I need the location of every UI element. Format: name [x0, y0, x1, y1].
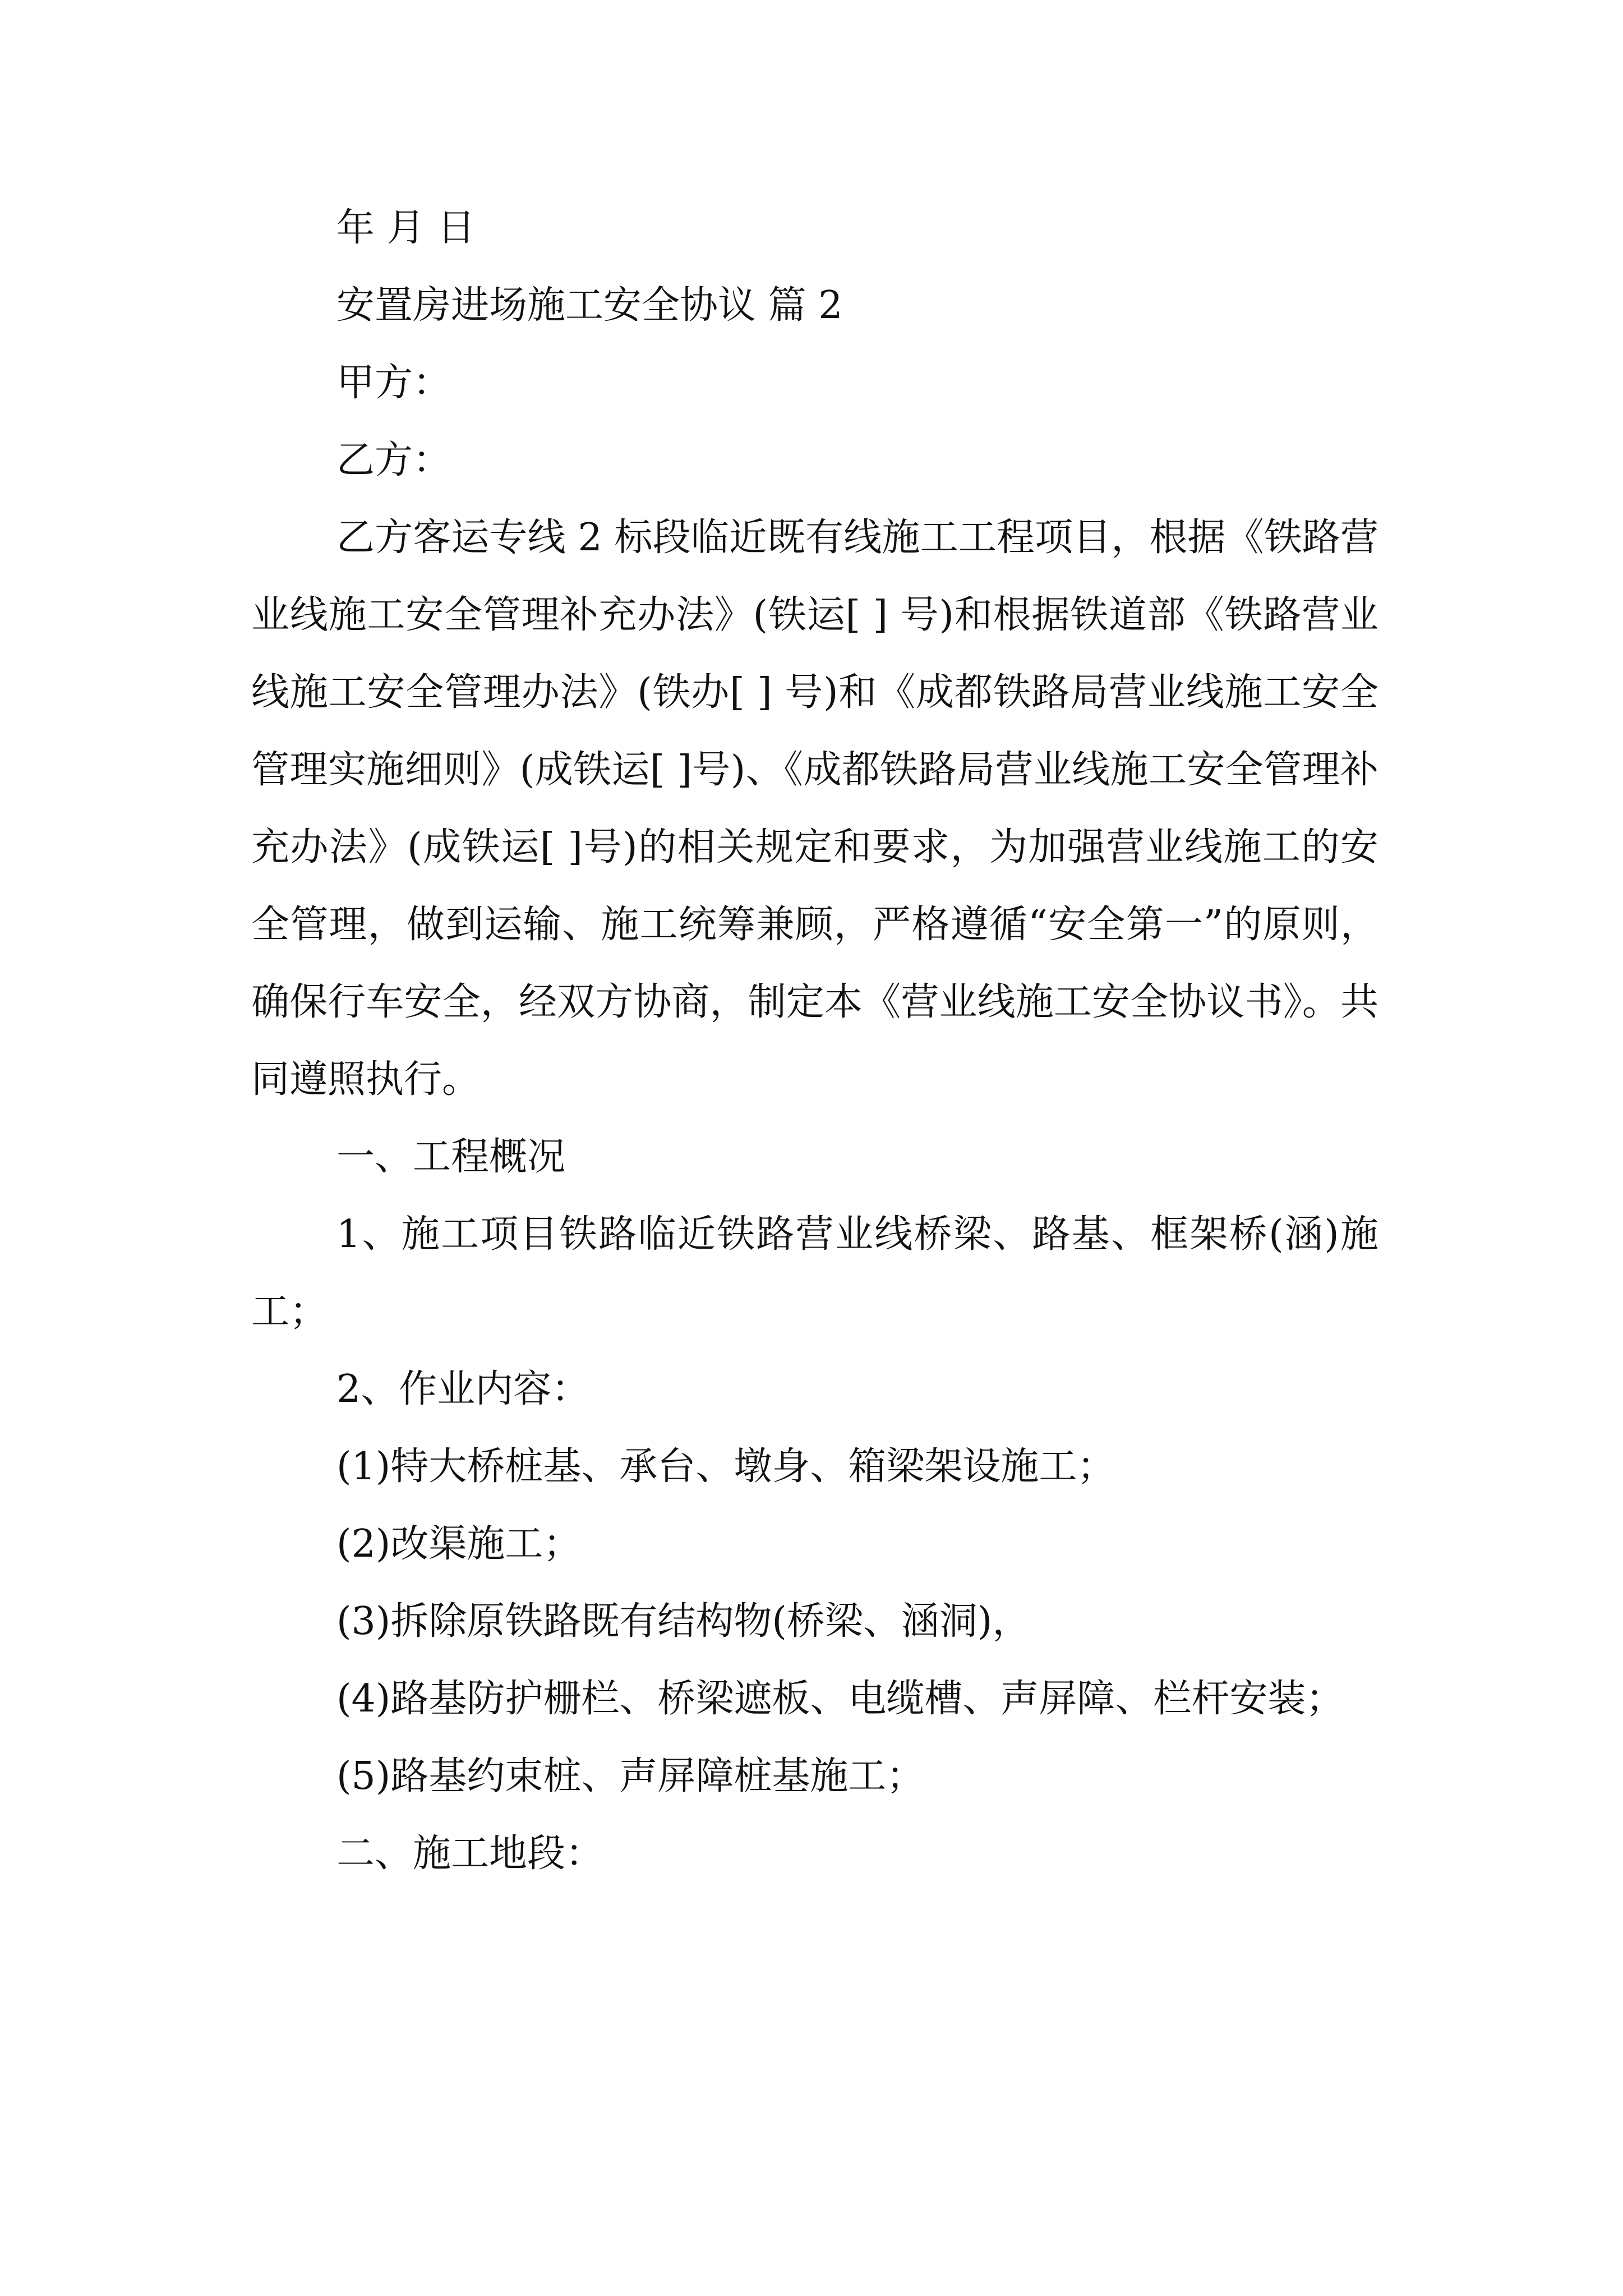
work-item-4: (4)路基防护栅栏、桥梁遮板、电缆槽、声屏障、栏杆安装；: [336, 1677, 1344, 1721]
intro-paragraph: 乙方客运专线 2 标段临近既有线施工工程项目，根据《铁路营业线施工安全管理补充办法》(铁运[ ] 号)和根据铁道部《铁路营业线施工安全管理办法》(铁办[ ] 号)和《成都铁路局营业线施工安全管理实施细则》(成铁运[ ]号)、《成都铁路局营业线施工安全管理补充办法》(成铁运[ ]号)的相关规定和要求，为加强营业线施工的安全管理，做到运输、施工统筹兼顾，严格遵循“安全第一”的原则，确保行车安全，经双方协商，制定本《营业线施工安全协议书》。共同遵照执行。: [251, 516, 1378, 1102]
work-item-3: (3)拆除原铁路既有结构物(桥梁、涵洞)，: [336, 1599, 1031, 1644]
project-item-1: 1、施工项目铁路临近铁路营业线桥梁、路基、框架桥(涵)施工；: [251, 1212, 1378, 1334]
date-line: 年 月 日: [336, 206, 476, 250]
section-title: 安置房进场施工安全协议 篇 2: [336, 283, 843, 328]
work-item-5: (5)路基约束桩、声屏障桩基施工；: [336, 1754, 925, 1798]
project-item-2: 2、作业内容：: [336, 1367, 590, 1411]
document-body: [251, 190, 1378, 1893]
work-item-1: (1)特大桥桩基、承台、墩身、箱梁架设施工；: [336, 1444, 1115, 1489]
party-b-line: 乙方：: [336, 438, 451, 482]
party-a-line: 甲方：: [336, 361, 451, 405]
work-item-2: (2)改渠施工；: [336, 1522, 582, 1566]
heading-project-overview: 一、工程概况: [336, 1135, 566, 1179]
heading-construction-section: 二、施工地段：: [336, 1832, 604, 1876]
